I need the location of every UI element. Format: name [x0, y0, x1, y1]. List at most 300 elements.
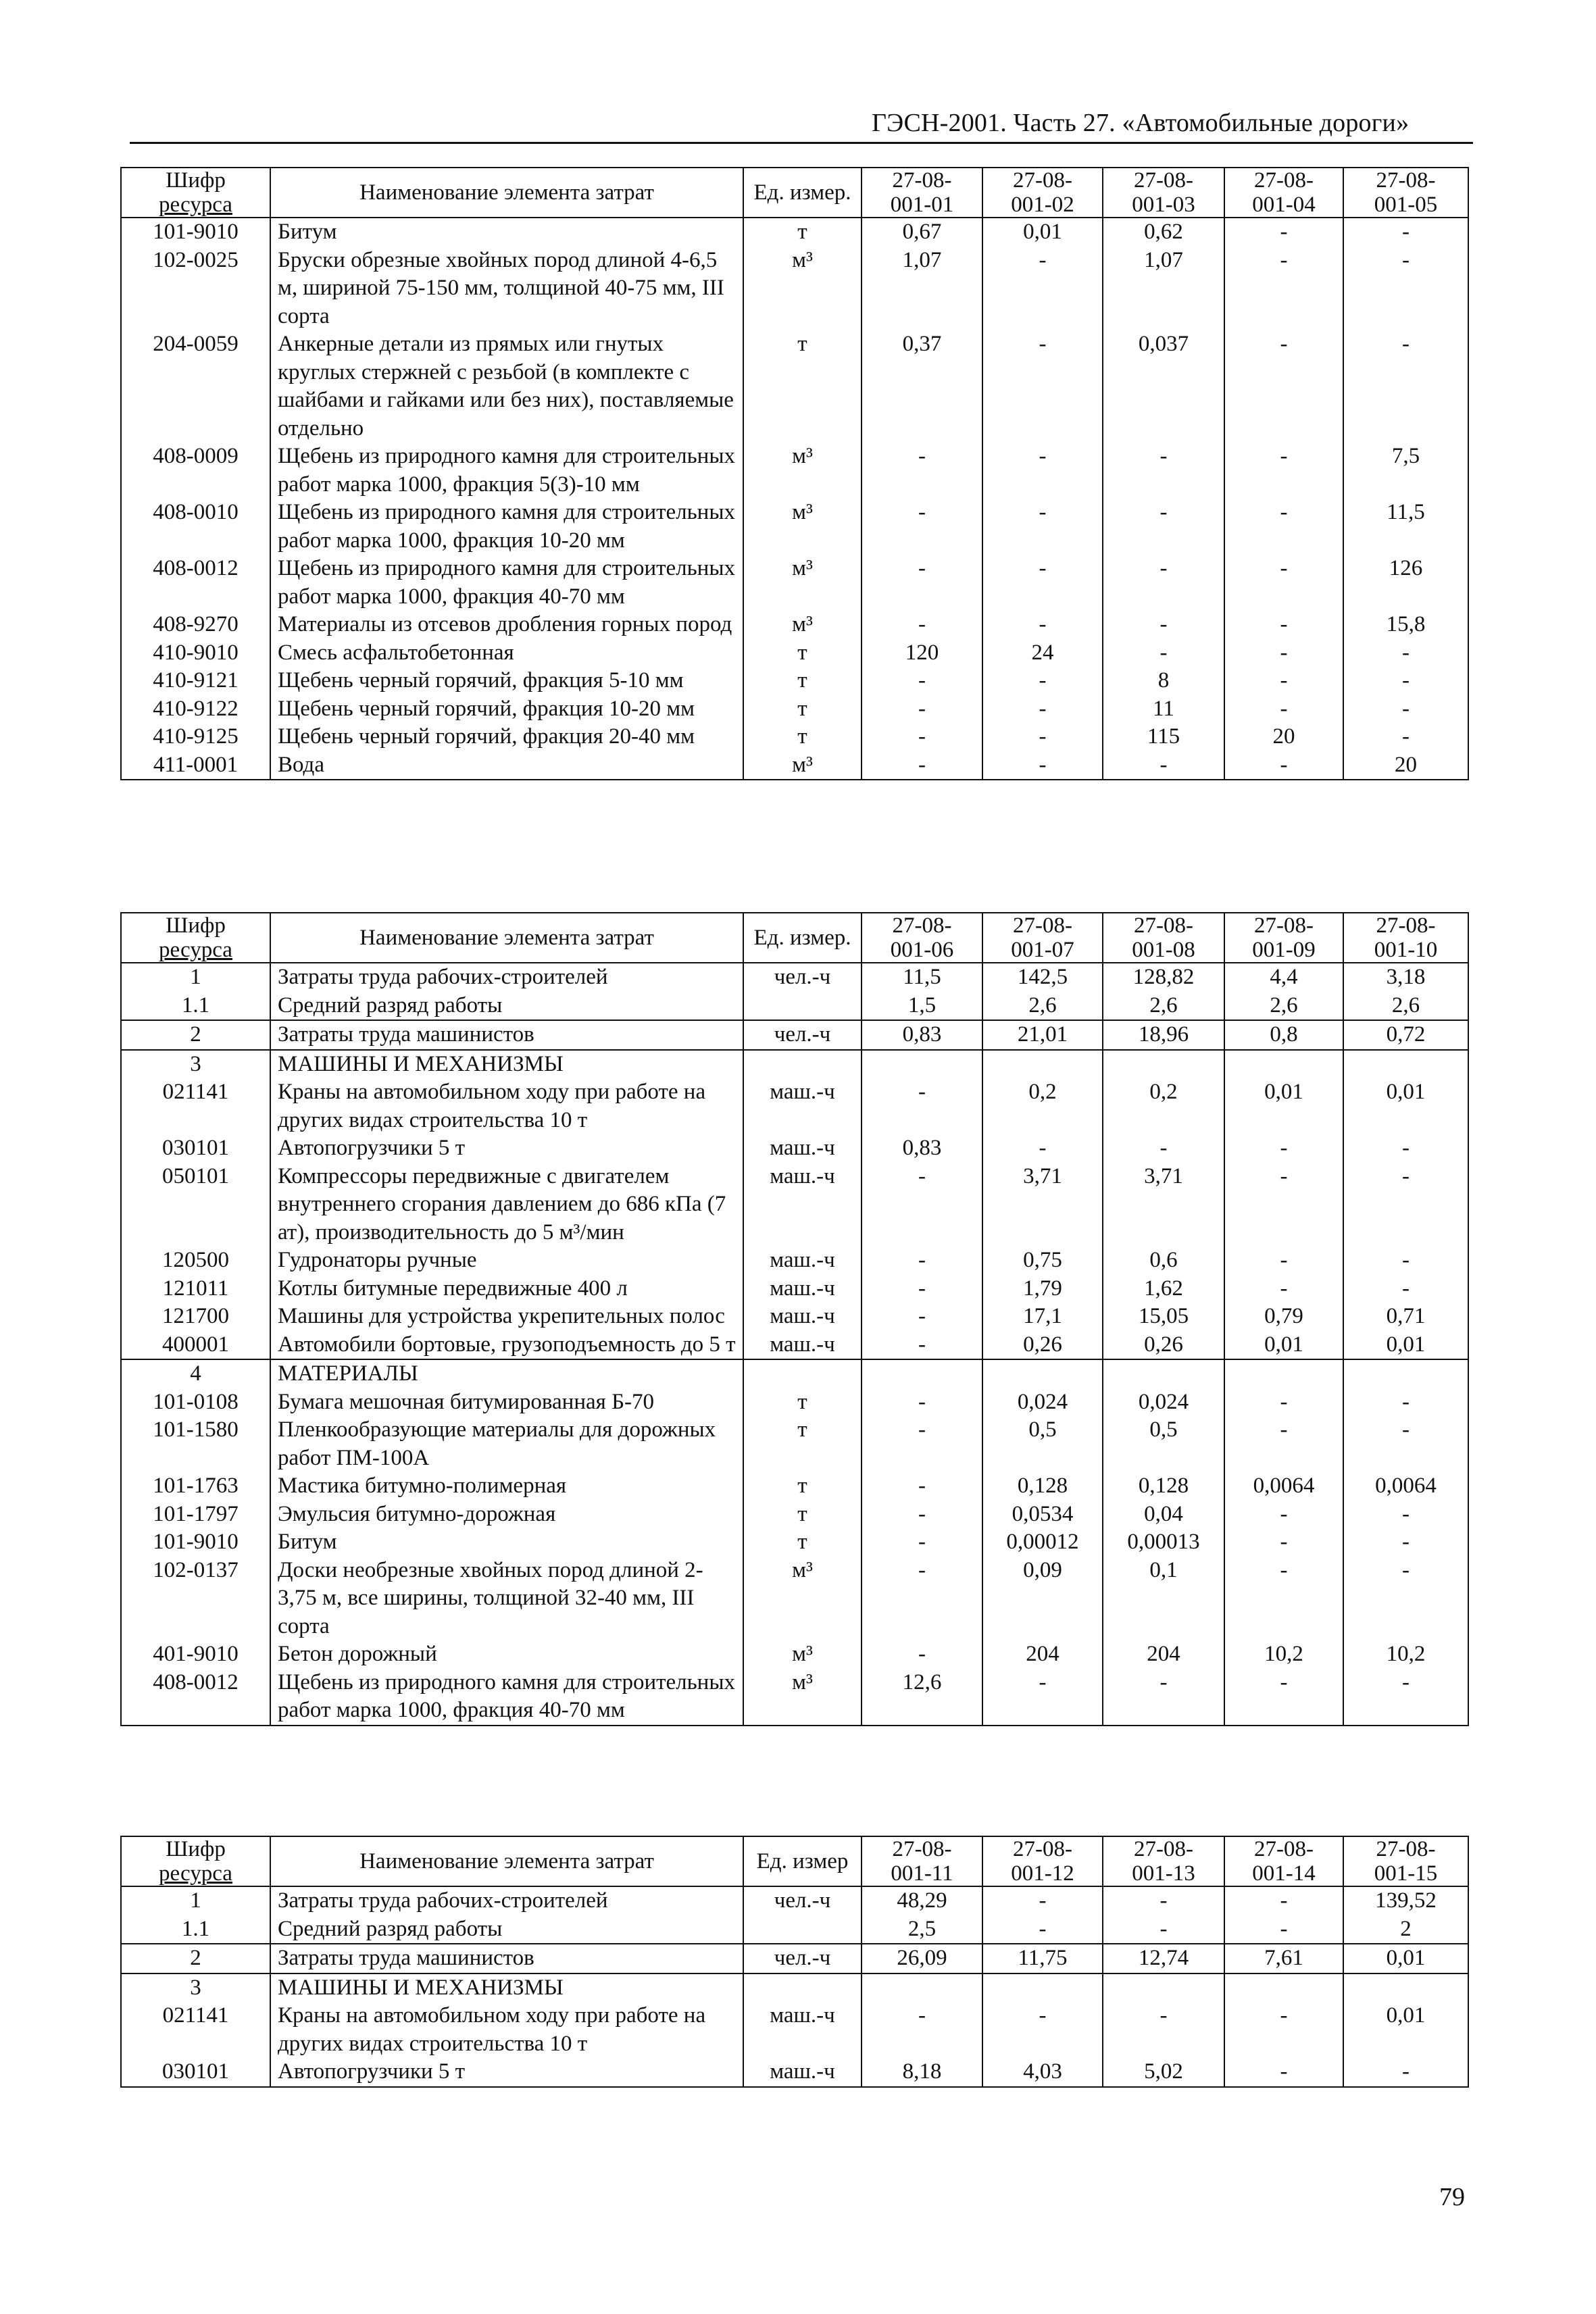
resource-code: 1	[121, 963, 270, 992]
norm-code-line2: 001-05	[1374, 193, 1438, 217]
table-row	[121, 1359, 1468, 1388]
unit: м³	[743, 247, 862, 331]
norm-code-line1: 27-08-	[1013, 1837, 1072, 1861]
cost-element-name: Средний разряд работы	[270, 1915, 743, 1944]
norm-value: 139,52	[1343, 1886, 1468, 1915]
norm-value: 2,6	[1224, 992, 1343, 1021]
norm-value: -	[862, 1078, 982, 1134]
unit: т	[743, 639, 862, 668]
table-row	[121, 1020, 1468, 1050]
norm-code-line2: 001-02	[1011, 193, 1074, 217]
resource-code: 101-1580	[121, 1416, 270, 1472]
col-header-unit: Ед. измер	[743, 1836, 862, 1886]
norm-value: 0,67	[862, 218, 982, 247]
norm-value	[862, 1973, 982, 2003]
norm-value: 0,024	[1103, 1388, 1224, 1417]
resource-code: 2	[121, 1020, 270, 1050]
norm-value: -	[1224, 1501, 1343, 1529]
norm-code-line2: 001-07	[1011, 938, 1074, 962]
col-header-norm	[982, 168, 1103, 218]
norm-value: -	[862, 555, 982, 611]
cost-element-name: Затраты труда машинистов	[270, 1944, 743, 1973]
table-row	[121, 1416, 1468, 1472]
norm-value: -	[982, 751, 1103, 780]
norm-value: -	[1343, 247, 1468, 331]
norm-value: -	[1343, 639, 1468, 668]
norm-value	[982, 1359, 1103, 1388]
table-row	[121, 1886, 1468, 1915]
col-header-name: Наименование элемента затрат	[270, 168, 743, 218]
norm-value: -	[982, 611, 1103, 639]
unit: маш.-ч	[743, 1331, 862, 1360]
unit: м³	[743, 751, 862, 780]
norm-code-line1: 27-08-	[892, 168, 952, 193]
unit: маш.-ч	[743, 2058, 862, 2087]
norm-value: -	[1224, 751, 1343, 780]
unit: м³	[743, 499, 862, 555]
table-row	[121, 1388, 1468, 1417]
norm-value: -	[862, 611, 982, 639]
norm-value: 8	[1103, 667, 1224, 695]
resource-code: 021141	[121, 2002, 270, 2058]
resource-code: 1	[121, 1886, 270, 1915]
resource-code: 408-0012	[121, 1669, 270, 1726]
norm-code-line1: 27-08-	[1134, 913, 1193, 938]
norm-value: 2,5	[862, 1915, 982, 1944]
norm-value: -	[862, 1275, 982, 1303]
norm-value: -	[862, 1557, 982, 1641]
resource-code: 050101	[121, 1163, 270, 1247]
col-header-unit: Ед. измер.	[743, 913, 862, 963]
norm-value: -	[1343, 1247, 1468, 1275]
norm-value: -	[1343, 2058, 1468, 2087]
norm-value: -	[982, 1886, 1103, 1915]
norm-code-line2: 001-11	[891, 1861, 953, 1886]
norm-value: -	[1224, 1275, 1343, 1303]
norm-value	[1224, 1359, 1343, 1388]
norm-code-line2: 001-03	[1132, 193, 1195, 217]
norm-code-line2: 001-08	[1132, 938, 1195, 962]
table-row	[121, 555, 1468, 611]
unit: маш.-ч	[743, 1303, 862, 1331]
norm-value: 204	[1103, 1640, 1224, 1669]
resource-code: 101-9010	[121, 1528, 270, 1557]
resource-code: 101-1797	[121, 1501, 270, 1529]
table-row	[121, 218, 1468, 247]
norm-value: 0,72	[1343, 1020, 1468, 1050]
norm-value: 0,71	[1343, 1303, 1468, 1331]
norm-code-line2: 001-06	[890, 938, 954, 962]
norm-value: -	[1224, 218, 1343, 247]
unit: маш.-ч	[743, 1275, 862, 1303]
unit: м³	[743, 1557, 862, 1641]
norm-value: -	[1224, 1557, 1343, 1641]
table-row	[121, 723, 1468, 751]
norm-value: 0,5	[1103, 1416, 1224, 1472]
cost-element-name: Щебень черный горячий, фракция 10-20 мм	[270, 695, 743, 724]
norm-value: 0,83	[862, 1134, 982, 1163]
running-header: ГЭСН-2001. Часть 27. «Автомобильные дороги»	[872, 109, 1410, 137]
table-row	[121, 963, 1468, 992]
cost-element-name: Материалы из отсевов дробления горных пород	[270, 611, 743, 639]
norm-value: -	[862, 1303, 982, 1331]
norm-code-line1: 27-08-	[1013, 168, 1072, 193]
cost-element-name: МАШИНЫ И МЕХАНИЗМЫ	[270, 1050, 743, 1079]
resource-code: 408-0010	[121, 499, 270, 555]
norm-value: -	[1103, 2002, 1224, 2058]
norm-code-line2: 001-13	[1132, 1861, 1195, 1886]
table-row	[121, 247, 1468, 331]
norm-code-line2: 001-04	[1252, 193, 1316, 217]
norm-value: 0,26	[982, 1331, 1103, 1360]
col-header-code	[121, 913, 270, 963]
table-row	[121, 639, 1468, 668]
norm-value: -	[1343, 330, 1468, 443]
resource-code: 101-9010	[121, 218, 270, 247]
norm-value	[1103, 1359, 1224, 1388]
norm-value: 0,6	[1103, 1247, 1224, 1275]
table-row	[121, 443, 1468, 499]
norm-code-line1: 27-08-	[1376, 913, 1436, 938]
norm-value	[862, 1359, 982, 1388]
norm-value: 0,2	[982, 1078, 1103, 1134]
resource-code: 400001	[121, 1331, 270, 1360]
col-header-unit: Ед. измер.	[743, 168, 862, 218]
resource-code: 408-0012	[121, 555, 270, 611]
norm-value: -	[1103, 1134, 1224, 1163]
norm-value: 0,01	[1224, 1331, 1343, 1360]
norm-value: -	[982, 1134, 1103, 1163]
cost-element-name: Затраты труда рабочих-строителей	[270, 1886, 743, 1915]
unit: м³	[743, 1640, 862, 1669]
norm-value: 0,83	[862, 1020, 982, 1050]
norm-value: 17,1	[982, 1303, 1103, 1331]
cost-element-name: МАТЕРИАЛЫ	[270, 1359, 743, 1388]
cost-element-name: Битум	[270, 1528, 743, 1557]
cost-element-name: Машины для устройства укрепительных полос	[270, 1303, 743, 1331]
norm-value: 11,5	[862, 963, 982, 992]
table-row	[121, 1303, 1468, 1331]
table-row	[121, 1944, 1468, 1973]
norm-value: 0,037	[1103, 330, 1224, 443]
norm-value: 0,01	[1343, 1331, 1468, 1360]
norm-value: 0,00013	[1103, 1528, 1224, 1557]
norm-value: 3,18	[1343, 963, 1468, 992]
norm-value: -	[1224, 667, 1343, 695]
norm-value: 0,00012	[982, 1528, 1103, 1557]
cost-element-name: Анкерные детали из прямых или гнутых круглых стержней с резьбой (в комплекте с шайбами и гайками или без них), поставляемые отдельно	[270, 330, 743, 443]
col-header-norm	[1343, 913, 1468, 963]
unit: маш.-ч	[743, 1163, 862, 1247]
cost-element-name: Автомобили бортовые, грузоподъемность до 5 т	[270, 1331, 743, 1360]
header-row	[121, 1836, 1468, 1886]
col-header-code-line2: ресурса	[159, 1861, 232, 1886]
cost-element-name: Мастика битумно-полимерная	[270, 1472, 743, 1501]
norm-value: 0,5	[982, 1416, 1103, 1472]
resource-code: 3	[121, 1050, 270, 1079]
norm-value: 1,79	[982, 1275, 1103, 1303]
resource-code: 410-9125	[121, 723, 270, 751]
unit	[743, 1050, 862, 1079]
col-header-norm	[1343, 1836, 1468, 1886]
unit: т	[743, 695, 862, 724]
norm-value: 0,37	[862, 330, 982, 443]
norm-value: 0,8	[1224, 1020, 1343, 1050]
unit	[743, 1359, 862, 1388]
unit: т	[743, 1528, 862, 1557]
col-header-norm	[1343, 168, 1468, 218]
norm-value: -	[862, 1472, 982, 1501]
col-header-code-line1: Шифр	[166, 1837, 226, 1861]
norm-value	[1224, 1050, 1343, 1079]
norm-code-line2: 001-01	[890, 193, 954, 217]
norm-value: 21,01	[982, 1020, 1103, 1050]
norm-value: 10,2	[1224, 1640, 1343, 1669]
norm-value: -	[862, 751, 982, 780]
unit: м³	[743, 1669, 862, 1726]
norm-value: 5,02	[1103, 2058, 1224, 2087]
table-row	[121, 1557, 1468, 1641]
norm-value: 20	[1224, 723, 1343, 751]
norm-value: -	[1343, 1388, 1468, 1417]
resource-code: 411-0001	[121, 751, 270, 780]
norm-value	[1343, 1050, 1468, 1079]
norm-value: -	[1224, 1247, 1343, 1275]
col-header-name: Наименование элемента затрат	[270, 1836, 743, 1886]
norm-code-line1: 27-08-	[1254, 168, 1314, 193]
norm-value: -	[982, 499, 1103, 555]
norm-value: 0,62	[1103, 218, 1224, 247]
norm-value: -	[862, 1501, 982, 1529]
norm-value: -	[1224, 330, 1343, 443]
norm-value: -	[1103, 1915, 1224, 1944]
norm-value: -	[1224, 2002, 1343, 2058]
resource-table-2	[120, 912, 1469, 1726]
table-row	[121, 1640, 1468, 1669]
norm-value: 2	[1343, 1915, 1468, 1944]
norm-value: -	[1343, 218, 1468, 247]
norm-value: 7,61	[1224, 1944, 1343, 1973]
cost-element-name: Краны на автомобильном ходу при работе на других видах строительства 10 т	[270, 1078, 743, 1134]
norm-value	[1103, 1050, 1224, 1079]
cost-element-name: Компрессоры передвижные с двигателем внутреннего сгорания давлением до 686 кПа (7 ат), производительность до 5 м³/мин	[270, 1163, 743, 1247]
table-row	[121, 1915, 1468, 1944]
norm-value: 2,6	[1103, 992, 1224, 1021]
cost-element-name: Затраты труда машинистов	[270, 1020, 743, 1050]
norm-value: -	[1224, 1416, 1343, 1472]
norm-value: 11,75	[982, 1944, 1103, 1973]
norm-value: 48,29	[862, 1886, 982, 1915]
header-row	[121, 168, 1468, 218]
norm-value: -	[1103, 1669, 1224, 1726]
norm-value: -	[1343, 1501, 1468, 1529]
norm-value: -	[862, 1331, 982, 1360]
norm-code-line1: 27-08-	[1013, 913, 1072, 938]
norm-value: 0,024	[982, 1388, 1103, 1417]
norm-value: 120	[862, 639, 982, 668]
norm-value: 2,6	[982, 992, 1103, 1021]
norm-code-line1: 27-08-	[1254, 1837, 1314, 1861]
table-row	[121, 1078, 1468, 1134]
resource-code: 021141	[121, 1078, 270, 1134]
table-row	[121, 1247, 1468, 1275]
norm-value: -	[1103, 639, 1224, 668]
cost-element-name: Пленкообразующие материалы для дорожных работ ПМ-100А	[270, 1416, 743, 1472]
cost-element-name: Эмульсия битумно-дорожная	[270, 1501, 743, 1529]
col-header-norm	[862, 913, 982, 963]
norm-value: 0,01	[1343, 1944, 1468, 1973]
col-header-code-line2: ресурса	[159, 193, 232, 217]
header-rule	[130, 142, 1473, 144]
norm-value: -	[862, 443, 982, 499]
col-header-norm	[1103, 1836, 1224, 1886]
norm-value: -	[1343, 695, 1468, 724]
col-header-norm	[982, 913, 1103, 963]
norm-value	[862, 1050, 982, 1079]
table-row	[121, 611, 1468, 639]
col-header-name: Наименование элемента затрат	[270, 913, 743, 963]
norm-value: -	[1224, 247, 1343, 331]
norm-value: -	[1224, 639, 1343, 668]
table-row	[121, 1973, 1468, 2003]
table-row	[121, 1331, 1468, 1360]
unit: т	[743, 1472, 862, 1501]
norm-value: 2,6	[1343, 992, 1468, 1021]
norm-code-line1: 27-08-	[1376, 1837, 1436, 1861]
resource-code: 408-0009	[121, 443, 270, 499]
col-header-norm	[1224, 1836, 1343, 1886]
norm-code-line1: 27-08-	[892, 1837, 952, 1861]
norm-value: -	[1343, 1163, 1468, 1247]
norm-value: -	[1224, 695, 1343, 724]
norm-value: -	[1224, 1886, 1343, 1915]
norm-code-line2: 001-12	[1011, 1861, 1074, 1886]
cost-element-name: Краны на автомобильном ходу при работе на других видах строительства 10 т	[270, 2002, 743, 2058]
cost-element-name: Бетон дорожный	[270, 1640, 743, 1669]
table-row	[121, 2058, 1468, 2087]
table-row	[121, 1134, 1468, 1163]
norm-value: -	[1343, 1669, 1468, 1726]
norm-value: 0,0534	[982, 1501, 1103, 1529]
norm-value: 18,96	[1103, 1020, 1224, 1050]
table-row	[121, 695, 1468, 724]
resource-code: 410-9122	[121, 695, 270, 724]
norm-value: 0,01	[1343, 1078, 1468, 1134]
col-header-norm	[982, 1836, 1103, 1886]
table-row	[121, 667, 1468, 695]
norm-value: -	[982, 247, 1103, 331]
norm-value: 0,26	[1103, 1331, 1224, 1360]
unit: м³	[743, 555, 862, 611]
unit: т	[743, 218, 862, 247]
norm-value: 0,1	[1103, 1557, 1224, 1641]
unit: чел.-ч	[743, 1886, 862, 1915]
norm-value: -	[1224, 443, 1343, 499]
norm-value: -	[1343, 1416, 1468, 1472]
col-header-norm	[862, 168, 982, 218]
cost-element-name: Щебень из природного камня для строительных работ марка 1000, фракция 40-70 мм	[270, 1669, 743, 1726]
norm-value: 26,09	[862, 1944, 982, 1973]
unit: маш.-ч	[743, 1247, 862, 1275]
norm-value: -	[862, 1247, 982, 1275]
table-row	[121, 330, 1468, 443]
cost-element-name: Смесь асфальтобетонная	[270, 639, 743, 668]
norm-value: 11	[1103, 695, 1224, 724]
table-row	[121, 1275, 1468, 1303]
unit	[743, 1915, 862, 1944]
resource-code: 4	[121, 1359, 270, 1388]
norm-value: 8,18	[862, 2058, 982, 2087]
norm-code-line1: 27-08-	[1376, 168, 1436, 193]
norm-value: -	[1224, 1388, 1343, 1417]
resource-code: 102-0137	[121, 1557, 270, 1641]
unit: чел.-ч	[743, 963, 862, 992]
unit: м³	[743, 611, 862, 639]
norm-value: -	[982, 695, 1103, 724]
norm-value: -	[1343, 1134, 1468, 1163]
cost-element-name: Котлы битумные передвижные 400 л	[270, 1275, 743, 1303]
resource-code: 401-9010	[121, 1640, 270, 1669]
norm-value: -	[982, 555, 1103, 611]
unit: маш.-ч	[743, 1078, 862, 1134]
norm-value: 10,2	[1343, 1640, 1468, 1669]
table-row	[121, 1163, 1468, 1247]
norm-value	[1103, 1973, 1224, 2003]
cost-element-name: Вода	[270, 751, 743, 780]
cost-element-name: МАШИНЫ И МЕХАНИЗМЫ	[270, 1973, 743, 2003]
table-row	[121, 1472, 1468, 1501]
norm-code-line1: 27-08-	[892, 913, 952, 938]
col-header-norm	[862, 1836, 982, 1886]
norm-value: -	[862, 1528, 982, 1557]
resource-table-1	[120, 167, 1469, 780]
norm-value: 24	[982, 639, 1103, 668]
norm-value: -	[982, 330, 1103, 443]
norm-value: -	[1103, 499, 1224, 555]
col-header-code-line2: ресурса	[159, 938, 232, 962]
col-header-norm	[1224, 913, 1343, 963]
norm-value: -	[862, 723, 982, 751]
norm-value: -	[1224, 1134, 1343, 1163]
norm-value: 7,5	[1343, 443, 1468, 499]
cost-element-name: Автопогрузчики 5 т	[270, 1134, 743, 1163]
norm-value: 0,2	[1103, 1078, 1224, 1134]
norm-value: 3,71	[1103, 1163, 1224, 1247]
norm-code-line1: 27-08-	[1134, 168, 1193, 193]
norm-value: -	[1103, 443, 1224, 499]
norm-value: 0,01	[1224, 1078, 1343, 1134]
norm-value: 0,79	[1224, 1303, 1343, 1331]
unit: т	[743, 1388, 862, 1417]
unit	[743, 992, 862, 1021]
unit: т	[743, 667, 862, 695]
norm-value: 128,82	[1103, 963, 1224, 992]
norm-value: -	[1224, 555, 1343, 611]
norm-value: 0,04	[1103, 1501, 1224, 1529]
norm-value: 115	[1103, 723, 1224, 751]
norm-value: 0,0064	[1343, 1472, 1468, 1501]
norm-value: -	[862, 1388, 982, 1417]
cost-element-name: Доски необрезные хвойных пород длиной 2-3,75 м, все ширины, толщиной 32-40 мм, III сорта	[270, 1557, 743, 1641]
unit	[743, 1973, 862, 2003]
resource-code: 2	[121, 1944, 270, 1973]
cost-element-name: Гудронаторы ручные	[270, 1247, 743, 1275]
norm-value: -	[1343, 1528, 1468, 1557]
norm-value: -	[862, 667, 982, 695]
norm-value: -	[982, 2002, 1103, 2058]
norm-value: 11,5	[1343, 499, 1468, 555]
resource-code: 1.1	[121, 1915, 270, 1944]
